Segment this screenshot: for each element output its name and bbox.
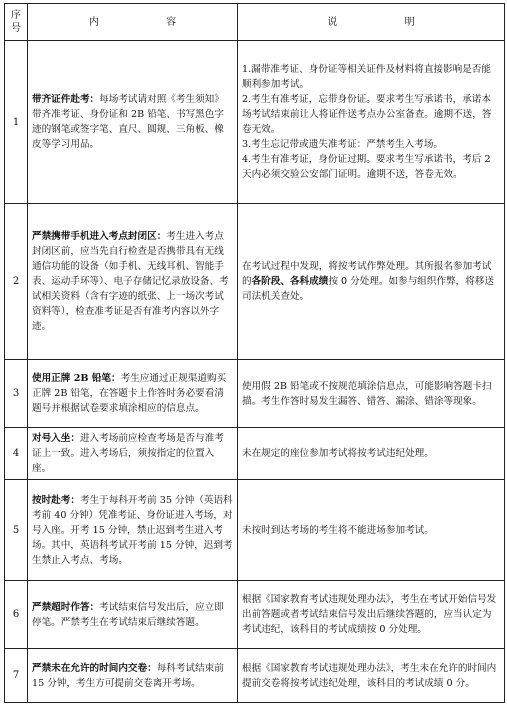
row-content — [28, 428, 238, 480]
table-row — [5, 428, 505, 480]
header-content: 内 容 — [28, 4, 238, 41]
table-row — [5, 204, 505, 360]
table-row — [5, 360, 505, 428]
row-content — [28, 360, 238, 428]
table-row — [5, 480, 505, 581]
rule-title: 按时赴考： — [32, 494, 80, 506]
rule-text: 考生于每科开考前 35 分钟（英语科考前 40 分钟）凭准考证、身份证进入考场，对号入座。开考 15 分钟，禁止迟到考生进入考场。其中，英语科考试开考前 15 分钟，迟到考生禁止入考点、考场。 — [32, 494, 233, 566]
note-item: 4.考生有准考证，身份证过期。要求考生写承诺书，考后 2 天内必须交验公安部门证明。逾期不送，答卷无效。 — [242, 154, 491, 180]
table-row — [5, 581, 505, 649]
note-item: 2.考生有准考证，忘带身份证。要求考生写承诺书，承诺本场考试结束前让人将证件送考点办公室备查。逾期不送，答卷无效。 — [242, 94, 492, 135]
row-notes — [238, 41, 505, 204]
exam-rules-table — [4, 3, 505, 703]
note-text: 在考试过程中发现，将按考试作弊处理。其所报名参加考试的 — [242, 261, 492, 287]
row-number: 1 — [5, 41, 28, 204]
row-notes: 根据《国家教育考试违规处理办法》，考生在考试开始信号发出前答题或者考试结束信号发出后继续答题的，应当认定为考试违纪，该科目的考试成绩按 0 分处理。 — [238, 581, 505, 649]
row-content — [28, 480, 238, 581]
rule-text: 考试结束信号发出后，应立即停笔。严禁考生在考试结束后继续答题。 — [32, 601, 224, 628]
rule-title: 严禁未在允许的时间内交卷： — [32, 662, 157, 674]
table-header-row — [5, 4, 505, 41]
row-notes: 未按时到达考场的考生将不能进场参加考试。 — [238, 480, 505, 581]
note-text: 按 0 分处理。如参与组织作弊，将移送司法机关查处。 — [242, 276, 495, 302]
rule-title: 严禁携带手机进入考点封闭区： — [32, 231, 167, 242]
row-notes: 根据《国家教育考试违规处理办法》，考生未在允许的时间内提前交卷将按考试违纪处理，该科目的考试成绩 0 分。 — [238, 649, 505, 703]
row-number: 4 — [5, 428, 28, 480]
row-number: 2 — [5, 204, 28, 360]
header-notes: 说 明 — [238, 4, 505, 41]
row-number: 7 — [5, 649, 28, 703]
table-row — [5, 41, 505, 204]
rule-text: 进入考场前应检查考场是否与准考证上一致。进入考场后，须按指定的位置入座。 — [32, 433, 224, 474]
row-number: 5 — [5, 480, 28, 581]
row-notes: 未在规定的座位参加考试将按考试违纪处理。 — [238, 428, 505, 480]
row-notes — [238, 204, 505, 360]
note-item: 1.漏带准考证、身份证等相关证件及材料将直接影响是否能顺利参加考试。 — [242, 64, 491, 90]
rule-title: 带齐证件赴考： — [32, 94, 100, 105]
rule-text: 考生应通过正规渠道购买正牌 2B 铅笔，在答题卡上作答时务必要看清题号并根据试卷要求填涂相应的信息点。 — [32, 373, 227, 414]
row-content — [28, 204, 238, 360]
note-item: 3.考生忘记带或遗失准考证：严禁考生入考场。 — [242, 139, 444, 150]
rule-title: 对号入坐： — [32, 433, 80, 444]
rule-title: 严禁超时作答： — [32, 601, 100, 613]
rules-document — [4, 3, 504, 703]
rule-text: 每场考试请对照《考生须知》带齐准考证、身份证和 2B 铅笔、书写黑色字迹的钢笔或签字笔、直尺、圆规、三角板、橡皮等学习用品。 — [32, 94, 224, 150]
rule-text: 每科考试结束前 15 分钟，考生方可提前交卷离开考场。 — [32, 662, 224, 689]
row-notes: 使用假 2B 铅笔或不按规范填涂信息点，可能影响答题卡扫描。考生作答时易发生漏答、错答、漏涂、错涂等现象。 — [238, 360, 505, 428]
row-number: 3 — [5, 360, 28, 428]
rule-text: 考生进入考点封闭区前，应当先自行检查是否携带具有无线通信功能的设备（如手机、无线耳机、智能手表、运动手环等）、电子存储记忆录放设备、考试相关资料（含有字迹的纸张、上一场次考试资料等），检查准考证是否有准考内容以外字迹。 — [32, 231, 229, 332]
table-row — [5, 649, 505, 703]
row-content — [28, 649, 238, 703]
row-content — [28, 41, 238, 204]
row-content — [28, 581, 238, 649]
rule-title: 使用正牌 2B 铅笔： — [32, 373, 121, 384]
row-number: 6 — [5, 581, 28, 649]
note-emphasis: 各阶段、各科成绩 — [251, 276, 329, 287]
header-serial-number: 序 号 — [5, 4, 28, 41]
